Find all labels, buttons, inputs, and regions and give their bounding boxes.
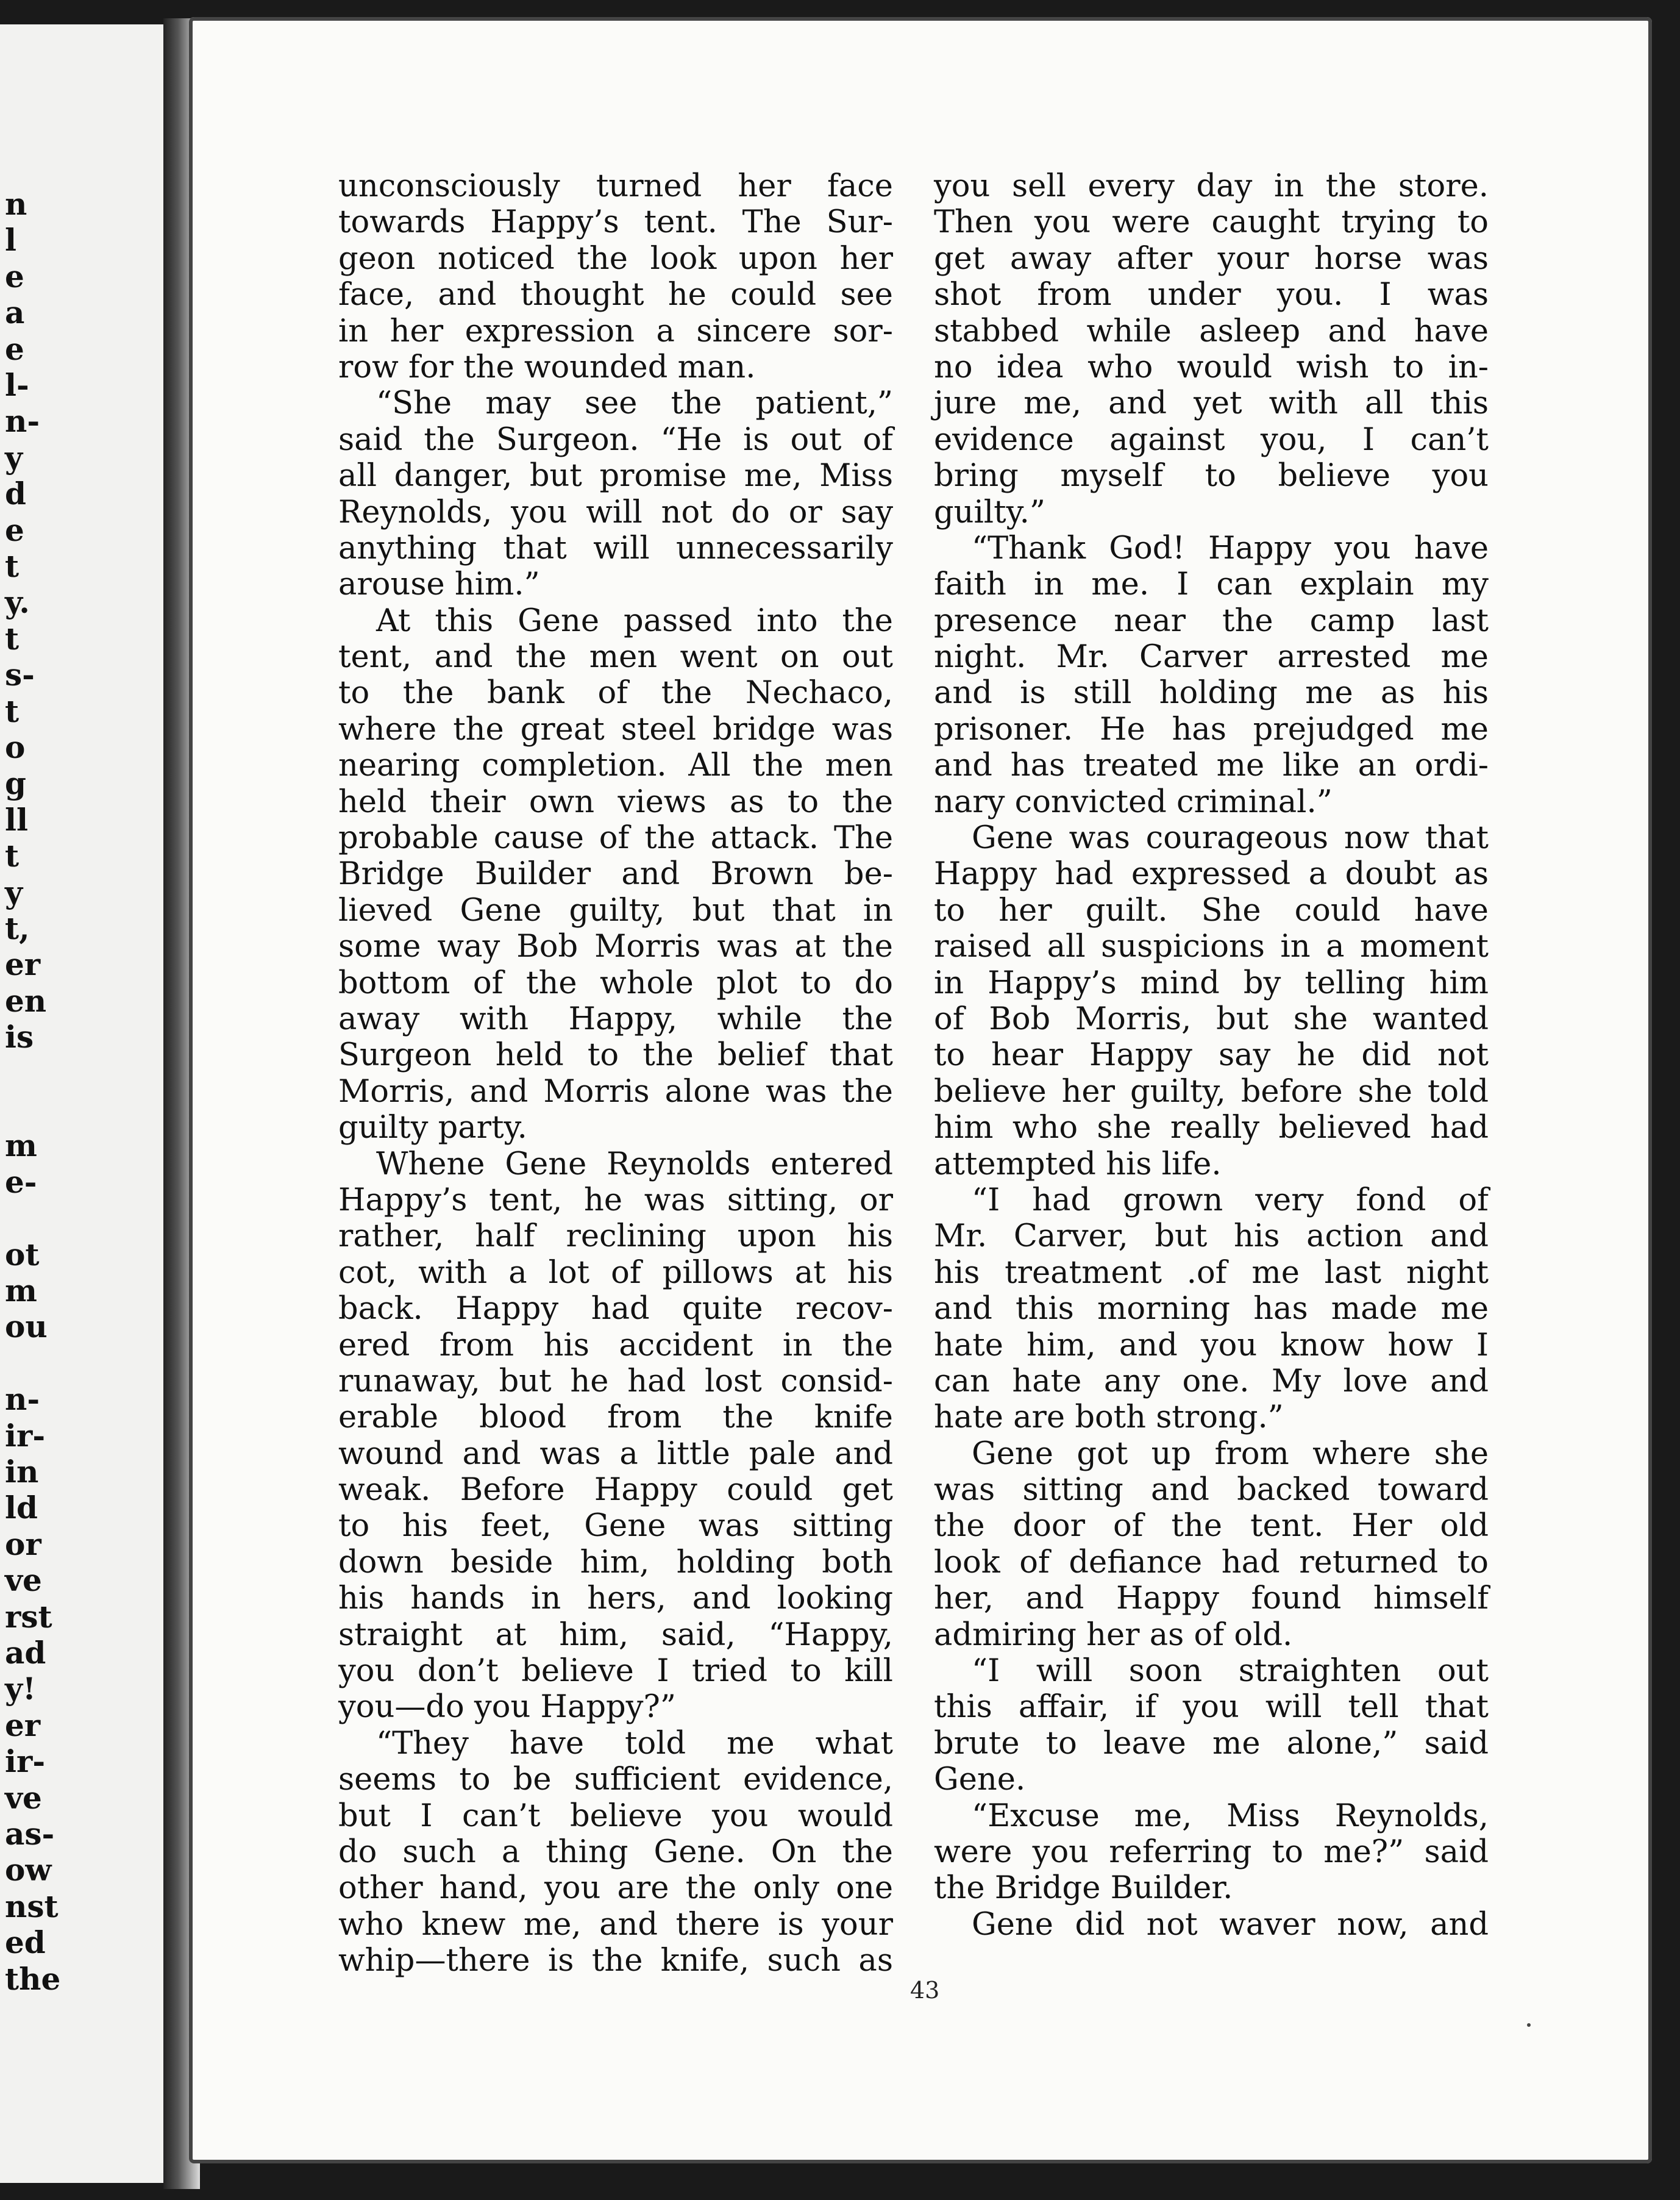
text-line: wound and was a little pale and (338, 1435, 893, 1472)
text-line: you—do you Happy?” (338, 1689, 676, 1726)
text-line: some way Bob Morris was at the (338, 929, 893, 965)
prev-page-fragment: y! (5, 1671, 37, 1707)
text-line: straight at him, said, “Happy, (338, 1616, 893, 1653)
text-line: night. Mr. Carver arrested me (934, 639, 1489, 676)
prev-page-fragment: rst (5, 1598, 52, 1635)
text-line: to her guilt. She could have (934, 892, 1489, 929)
text-line: other hand, you are the only one (338, 1870, 893, 1907)
text-line: the door of the tent. Her old (934, 1508, 1489, 1545)
text-line: do such a thing Gene. On the (338, 1834, 893, 1870)
prev-page-fragment: g (5, 765, 26, 802)
text-line: Gene did not waver now, and (972, 1906, 1489, 1943)
text-line: can hate any one. My love and (934, 1363, 1489, 1399)
prev-page-fragment: n- (5, 1381, 40, 1418)
text-line: towards Happy’s tent. The Sur- (338, 204, 893, 241)
prev-page-fragment: ir- (5, 1417, 46, 1454)
prev-page-fragment: er (5, 946, 41, 983)
prev-page-fragment: m (5, 1273, 37, 1309)
text-line: all danger, but promise me, Miss (338, 458, 893, 495)
right-text-column (934, 168, 1489, 1943)
prev-page-fragment: t (5, 693, 20, 729)
text-line: hate him, and you know how I (934, 1327, 1489, 1363)
text-line: were you referring to me?” said (934, 1834, 1489, 1870)
text-line: to the bank of the Nechaco, (338, 675, 893, 712)
prev-page-fragment: t (5, 838, 20, 874)
text-line: Mr. Carver, but his action and (934, 1218, 1489, 1255)
text-line: no idea who would wish to in- (934, 349, 1489, 385)
text-line: and has treated me like an ordi- (934, 748, 1489, 784)
text-line: who knew me, and there is your (338, 1906, 893, 1943)
text-line: Gene. (934, 1762, 1026, 1798)
text-line: row for the wounded man. (338, 349, 756, 385)
text-line: “Thank God! Happy you have (972, 530, 1489, 566)
text-line: prisoner. He has prejudged me (934, 711, 1489, 748)
text-line: arouse him.” (338, 566, 540, 603)
prev-page-fragment: ve (5, 1779, 42, 1816)
prev-page-fragment: d (5, 476, 26, 512)
prev-page-fragment: ou (5, 1309, 48, 1345)
text-line: him who she really believed had (934, 1110, 1489, 1146)
text-line: back. Happy had quite recov- (338, 1291, 893, 1327)
prev-page-fragment: en (5, 982, 47, 1019)
text-line: was sitting and backed toward (934, 1472, 1489, 1509)
text-line: look of defiance had returned to (934, 1544, 1489, 1580)
text-line: Whene Gene Reynolds entered (376, 1146, 893, 1182)
prev-page-fragment: n- (5, 403, 40, 440)
text-line: this affair, if you will tell that (934, 1689, 1489, 1726)
text-line: the Bridge Builder. (934, 1870, 1233, 1907)
prev-page-fragment: ad (5, 1635, 46, 1671)
text-line: At this Gene passed into the (376, 602, 893, 639)
text-line: “I had grown very fond of (972, 1182, 1489, 1218)
prev-page-fragment: o (5, 729, 26, 765)
text-line: probable cause of the attack. The (338, 820, 893, 857)
prev-page-fragment: the (5, 1960, 61, 1997)
prev-page-fragment: is (5, 1019, 34, 1055)
prev-page-fragment: nst (5, 1888, 59, 1924)
text-line: nearing completion. All the men (338, 748, 893, 784)
prev-page-fragment: ld (5, 1490, 38, 1526)
prev-page-fragment: e (5, 258, 24, 295)
prev-page-fragment: as- (5, 1816, 55, 1852)
prev-page-fragment: y (5, 439, 23, 476)
text-line: lieved Gene guilty, but that in (338, 892, 893, 929)
left-text-column (338, 168, 893, 1979)
text-line: and this morning has made me (934, 1291, 1489, 1327)
prev-page-fragment: in (5, 1454, 39, 1490)
text-line: stabbed while asleep and have (934, 313, 1489, 349)
text-line: down beside him, holding both (338, 1544, 893, 1580)
prev-page-fragment: a (5, 295, 25, 331)
prev-page-fragment: l- (5, 367, 29, 403)
text-line: guilty party. (338, 1110, 527, 1146)
text-line: Reynolds, you will not do or say (338, 494, 893, 530)
text-line: “She may see the patient,” (376, 385, 893, 422)
text-line: where the great steel bridge was (338, 711, 893, 748)
prev-page-fragment: er (5, 1707, 41, 1743)
text-line: unconsciously turned her face (338, 168, 893, 204)
prev-page-fragment: or (5, 1526, 41, 1562)
text-line: “Excuse me, Miss Reynolds, (972, 1798, 1489, 1834)
text-line: “I will soon straighten out (972, 1653, 1489, 1690)
prev-page-fragment: y. (5, 584, 30, 621)
print-speck (1527, 2023, 1531, 2027)
text-line: admiring her as of old. (934, 1616, 1293, 1653)
prev-page-fragment: ir- (5, 1743, 46, 1780)
text-line: bottom of the whole plot to do (338, 965, 893, 1001)
text-line: faith in me. I can explain my (934, 566, 1489, 603)
text-line: to hear Happy say he did not (934, 1037, 1489, 1074)
text-line: ered from his accident in the (338, 1327, 893, 1363)
text-line: shot from under you. I was (934, 277, 1489, 313)
prev-page-fragment: t (5, 548, 20, 584)
text-line: Surgeon held to the belief that (338, 1037, 893, 1074)
prev-page-fragment: l (5, 222, 16, 259)
text-line: raised all suspicions in a moment (934, 929, 1489, 965)
text-line: his treatment .of me last night (934, 1254, 1489, 1291)
text-line: in her expression a sincere sor- (338, 313, 893, 349)
text-line: said the Surgeon. “He is out of (338, 421, 893, 458)
prev-page-fragment: n (5, 186, 27, 222)
prev-page-fragment: t, (5, 910, 30, 946)
text-line: guilty.” (934, 494, 1045, 530)
text-line: cot, with a lot of pillows at his (338, 1254, 893, 1291)
page-number: 43 (910, 1977, 940, 2004)
text-line: jure me, and yet with all this (934, 385, 1489, 422)
text-line: get away after your horse was (934, 240, 1489, 277)
text-line: Happy had expressed a doubt as (934, 856, 1489, 893)
text-line: runaway, but he had lost consid- (338, 1363, 893, 1399)
text-line: but I can’t believe you would (338, 1798, 893, 1834)
text-line: erable blood from the knife (338, 1399, 893, 1436)
book-page (189, 17, 1652, 2163)
text-line: Gene was courageous now that (972, 820, 1489, 857)
text-line: Happy’s tent, he was sitting, or (338, 1182, 893, 1218)
text-line: bring myself to believe you (934, 458, 1489, 495)
text-line: brute to leave me alone,” said (934, 1725, 1489, 1762)
text-line: of Bob Morris, but she wanted (934, 1001, 1489, 1037)
text-line: you sell every day in the store. (934, 168, 1489, 204)
text-line: held their own views as to the (338, 784, 893, 820)
prev-page-fragment: ot (5, 1236, 40, 1273)
text-line: Bridge Builder and Brown be- (338, 856, 893, 893)
text-line: Morris, and Morris alone was the (338, 1073, 893, 1110)
text-line: hate are both strong.” (934, 1399, 1284, 1436)
prev-page-fragment: ed (5, 1924, 46, 1961)
text-line: her, and Happy found himself (934, 1580, 1489, 1617)
text-line: weak. Before Happy could get (338, 1472, 893, 1509)
text-line: nary convicted criminal.” (934, 784, 1333, 820)
text-line: Then you were caught trying to (934, 204, 1489, 241)
text-line: you don’t believe I tried to kill (338, 1653, 893, 1690)
prev-page-fragment: ll (5, 801, 28, 838)
prev-page-fragment: e- (5, 1163, 37, 1200)
prev-page-fragment: m (5, 1127, 37, 1164)
text-line: evidence against you, I can’t (934, 421, 1489, 458)
text-line: in Happy’s mind by telling him (934, 965, 1489, 1001)
text-line: believe her guilty, before she told (934, 1073, 1489, 1110)
text-line: away with Happy, while the (338, 1001, 893, 1037)
prev-page-fragment: e (5, 512, 24, 548)
previous-page-edge (0, 24, 167, 2183)
text-line: his hands in hers, and looking (338, 1580, 893, 1617)
prev-page-fragment: t (5, 620, 20, 657)
text-line: face, and thought he could see (338, 277, 893, 313)
text-line: presence near the camp last (934, 602, 1489, 639)
text-line: geon noticed the look upon her (338, 240, 893, 277)
prev-page-fragment: ow (5, 1852, 52, 1888)
text-line: rather, half reclining upon his (338, 1218, 893, 1255)
prev-page-fragment: ve (5, 1562, 42, 1599)
text-line: seems to be sufficient evidence, (338, 1762, 893, 1798)
text-line: “They have told me what (376, 1725, 893, 1762)
prev-page-fragment: s- (5, 657, 35, 693)
text-line: Gene got up from where she (972, 1435, 1489, 1472)
text-line: and is still holding me as his (934, 675, 1489, 712)
prev-page-fragment: y (5, 874, 23, 910)
text-line: attempted his life. (934, 1146, 1222, 1182)
prev-page-fragment: e (5, 330, 24, 367)
text-line: whip—there is the knife, such as (338, 1943, 893, 1979)
text-line: anything that will unnecessarily (338, 530, 893, 566)
text-line: to his feet, Gene was sitting (338, 1508, 893, 1545)
text-line: tent, and the men went on out (338, 639, 893, 676)
